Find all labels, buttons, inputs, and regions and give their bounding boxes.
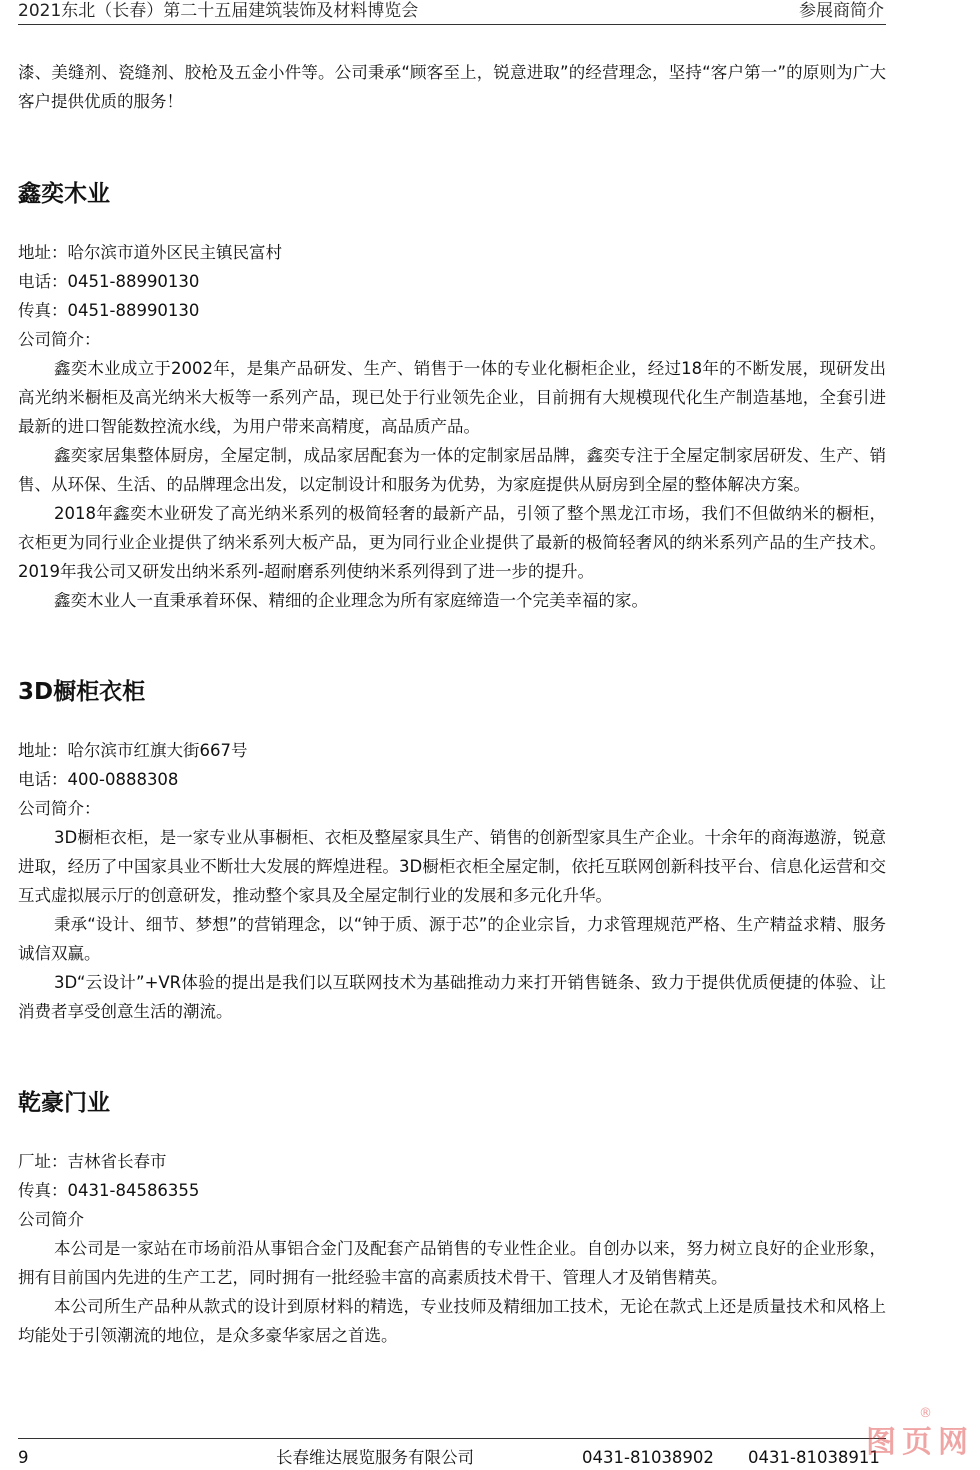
company-paragraph: 本公司所生产品种从款式的设计到原材料的精选，专业技师及精细加工技术，无论在款式上还是质量技术和风格上均能处于引领潮流的地位，是众多豪华家居之首选。 <box>18 1297 886 1345</box>
company-paragraph: 3D橱柜衣柜，是一家专业从事橱柜、衣柜及整屋家具生产、销售的创新型家具生产企业。十余年的商海遨游，锐意进取，经历了中国家具业不断壮大发展的辉煌进程。3D橱柜衣柜全屋定制，依托互联网创新科技平台、信息化运营和交互式虚拟展示厅的创意研发，推动整个家具及全屋定制行业的发展和多元化升华。 <box>18 828 886 905</box>
company-phone: 电话：0451-88990130 <box>18 272 200 291</box>
company-name: 乾豪门业 <box>18 1090 110 1116</box>
company-paragraph: 本公司是一家站在市场前沿从事铝合金门及配套产品销售的专业性企业。自创办以来，努力树立良好的企业形象，拥有目前国内先进的生产工艺，同时拥有一批经验丰富的高素质技术骨干、管理人才及销售精英。 <box>18 1239 886 1287</box>
company-paragraph: 3D“云设计”+VR体验的提出是我们以互联网技术为基础推动力来打开销售链条、致力于提供优质便捷的体验、让消费者享受创意生活的潮流。 <box>18 973 886 1021</box>
company-paragraph: 鑫奕木业人一直秉承着环保、精细的企业理念为所有家庭缔造一个完美幸福的家。 <box>54 591 648 610</box>
company-fax: 传真：0431-84586355 <box>18 1181 200 1200</box>
company-paragraph: 鑫奕家居集整体厨房，全屋定制，成品家居配套为一体的定制家居品牌，鑫奕专注于全屋定制家居研发、生产、销售、从环保、生活、的品牌理念出发，以定制设计和服务为优势，为家庭提供从厨房到全屋的整体解决方案。 <box>18 446 886 494</box>
company-phone: 电话：400-0888308 <box>18 770 179 789</box>
company-intro-label: 公司简介： <box>18 799 101 818</box>
company-paragraph: 鑫奕木业成立于2002年，是集产品研发、生产、销售于一体的专业化橱柜企业，经过18年的不断发展，现研发出高光纳米橱柜及高光纳米大板等一系列产品，现已处于行业领先企业，目前拥有大规模现代化生产制造基地，全套引进最新的进口智能数控流水线，为用户带来高精度，高品质产品。 <box>18 359 886 436</box>
company-address: 厂址：吉林省长春市 <box>18 1152 167 1171</box>
expo-title: 2021东北（长春）第二十五届建筑装饰及材料博览会 <box>18 1 419 21</box>
company-name: 鑫奕木业 <box>18 181 110 207</box>
watermark-logo: 图页网 <box>866 1425 974 1460</box>
page-number: 9 <box>18 1448 29 1467</box>
organizer-phone: 0431-81038902 <box>582 1448 714 1467</box>
company-name: 3D橱柜衣柜 <box>18 679 146 705</box>
company-paragraph: 2018年鑫奕木业研发了高光纳米系列的极简轻奢的最新产品，引领了整个黑龙江市场，我们不但做纳米的橱柜，衣柜更为同行业企业提供了纳米系列大板产品，更为同行业企业提供了最新的极简轻奢风的纳米系列产品的生产技术。2019年我公司又研发出纳米系列-超耐磨系列使纳米系列得到了进一步的提升。 <box>18 504 886 581</box>
company-address: 地址：哈尔滨市红旗大街667号 <box>18 741 248 760</box>
page-header <box>18 0 886 25</box>
section-title: 参展商简介 <box>799 1 884 21</box>
company-entry-qianhao <box>18 1088 886 1350</box>
company-fax: 传真：0451-88990130 <box>18 301 200 320</box>
company-entry-xinyi <box>18 179 886 615</box>
company-intro-label: 公司简介 <box>18 1210 84 1229</box>
intro-continuation: 漆、美缝剂、瓷缝剂、胶枪及五金小件等。公司秉承“顾客至上，锐意进取”的经营理念，坚持“客户第一”的原则为广大客户提供优质的服务！ <box>18 63 886 111</box>
registered-mark: ® <box>919 1406 932 1421</box>
company-paragraph: 秉承“设计、细节、梦想”的营销理念，以“钟于质、源于芯”的企业宗旨，力求管理规范严格、生产精益求精、服务诚信双赢。 <box>18 915 886 963</box>
page-footer <box>18 1438 886 1470</box>
organizer-name: 长春维达展览服务有限公司 <box>276 1448 474 1467</box>
company-entry-3d <box>18 677 886 1026</box>
company-address: 地址：哈尔滨市道外区民主镇民富村 <box>18 243 282 262</box>
organizer-phone: 0431-81038911 <box>748 1448 880 1467</box>
page-content <box>18 58 886 1350</box>
company-intro-label: 公司简介： <box>18 330 101 349</box>
